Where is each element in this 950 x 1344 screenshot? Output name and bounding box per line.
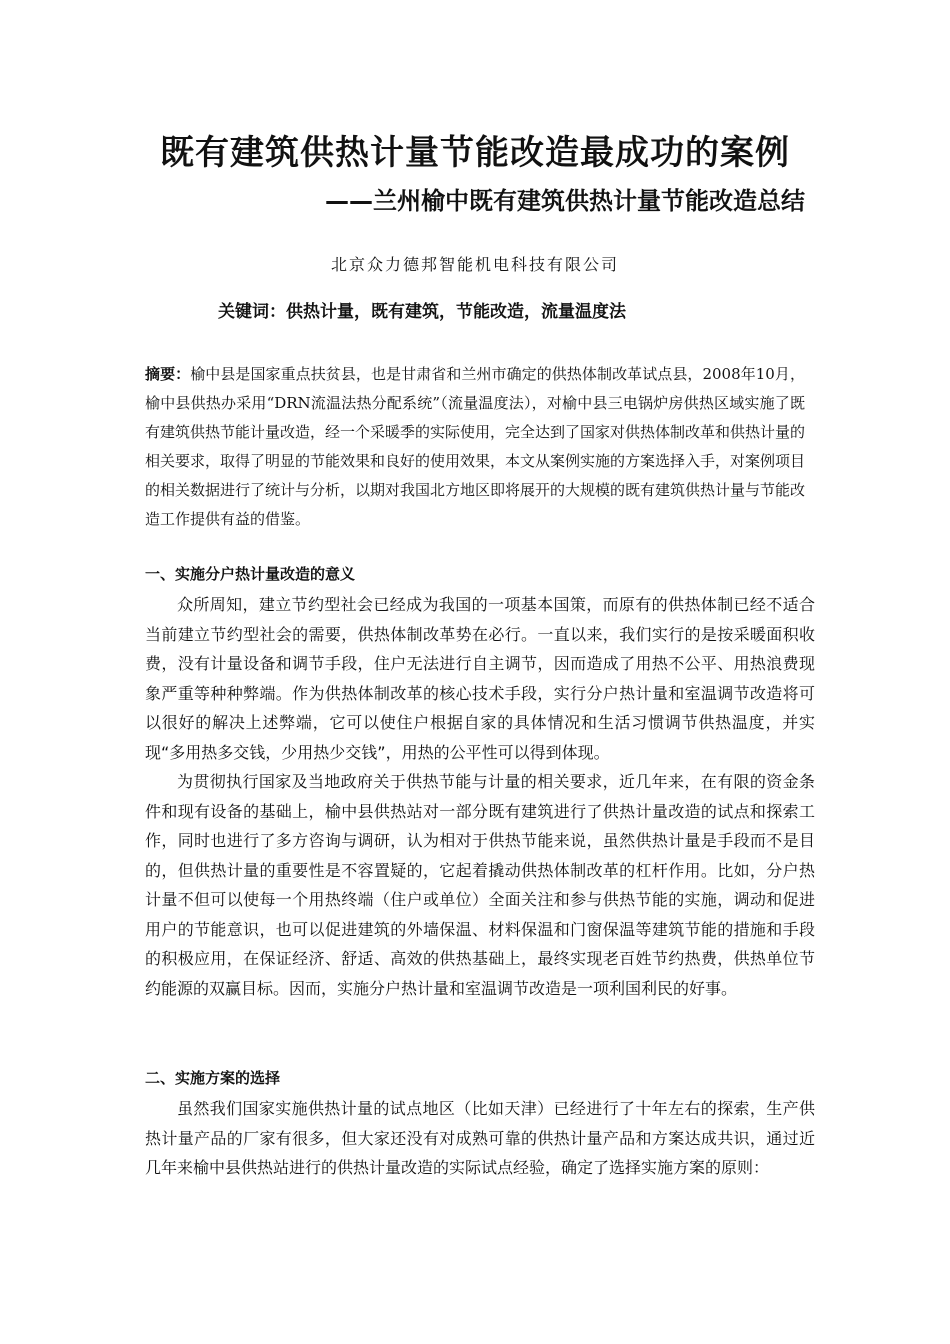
company-name: 北京众力德邦智能机电科技有限公司	[330, 255, 619, 274]
abstract-text: 榆中县是国家重点扶贫县，也是甘肃省和兰州市确定的供热体制改革试点县，2008年10月，榆中县供热办采用“DRN流温法热分配系统”（流量温度法），对榆中县三电锅炉房供热区域实施了既有建筑供热节能计量改造，经一个采暖季的实际使用，完全达到了国家对供热体制改革和供热计量的相关要求，取得了明显的节能效果和良好的使用效果，本文从案例实施的方案选择入手，对案例项目的相关数据进行了统计与分析，以期对我国北方地区即将展开的大规模的既有建筑供热计量与节能改造工作提供有益的借鉴。	[145, 365, 806, 528]
section-heading: 二、实施方案的选择	[145, 1069, 281, 1087]
document-title: 既有建筑供热计量节能改造最成功的案例	[160, 133, 790, 173]
body-paragraph: 虽然我们国家实施供热计量的试点地区（比如天津）已经进行了十年左右的探索，生产供热计量产品的厂家有很多，但大家还没有对成熟可靠的供热计量产品和方案达成共识，通过近几年来榆中县供热站进行的供热计量改造的实际试点经验，确定了选择实施方案的原则：	[145, 1099, 815, 1177]
keywords-line: 关键词：供热计量，既有建筑，节能改造，流量温度法	[218, 302, 626, 322]
body-paragraph: 众所周知，建立节约型社会已经成为我国的一项基本国策，而原有的供热体制已经不适合当前建立节约型社会的需要，供热体制改革势在必行。一直以来，我们实行的是按采暖面积收费，没有计量设备和调节手段，住户无法进行自主调节，因而造成了用热不公平、用热浪费现象严重等种种弊端。作为供热体制改革的核心技术手段，实行分户热计量和室温调节改造将可以很好的解决上述弊端，它可以使住户根据自家的具体情况和生活习惯调节供热温度，并实现“多用热多交钱，少用热少交钱”，用热的公平性可以得到体现。	[145, 595, 815, 762]
document-subtitle: ——兰州榆中既有建筑供热计量节能改造总结	[325, 187, 805, 215]
body-paragraph: 为贯彻执行国家及当地政府关于供热节能与计量的相关要求，近几年来，在有限的资金条件和现有设备的基础上，榆中县供热站对一部分既有建筑进行了供热计量改造的试点和探索工作，同时也进行了多方咨询与调研，认为相对于供热节能来说，虽然供热计量是手段而不是目的，但供热计量的重要性是不容置疑的，它起着撬动供热体制改革的杠杆作用。比如，分户热计量不但可以使每一个用热终端（住户或单位）全面关注和参与供热节能的实施，调动和促进用户的节能意识，也可以促进建筑的外墙保温、材料保温和门窗保温等建筑节能的措施和手段的积极应用，在保证经济、舒适、高效的供热基础上，最终实现老百姓节约热费，供热单位节约能源的双赢目标。因而，实施分户热计量和室温调节改造是一项利国利民的好事。	[145, 772, 815, 998]
section-heading: 一、实施分户热计量改造的意义	[145, 565, 356, 583]
section-scheme-selection	[145, 1066, 815, 1183]
section-significance	[145, 562, 815, 1003]
abstract-label: 摘要：	[145, 365, 191, 383]
abstract-paragraph	[145, 360, 805, 534]
